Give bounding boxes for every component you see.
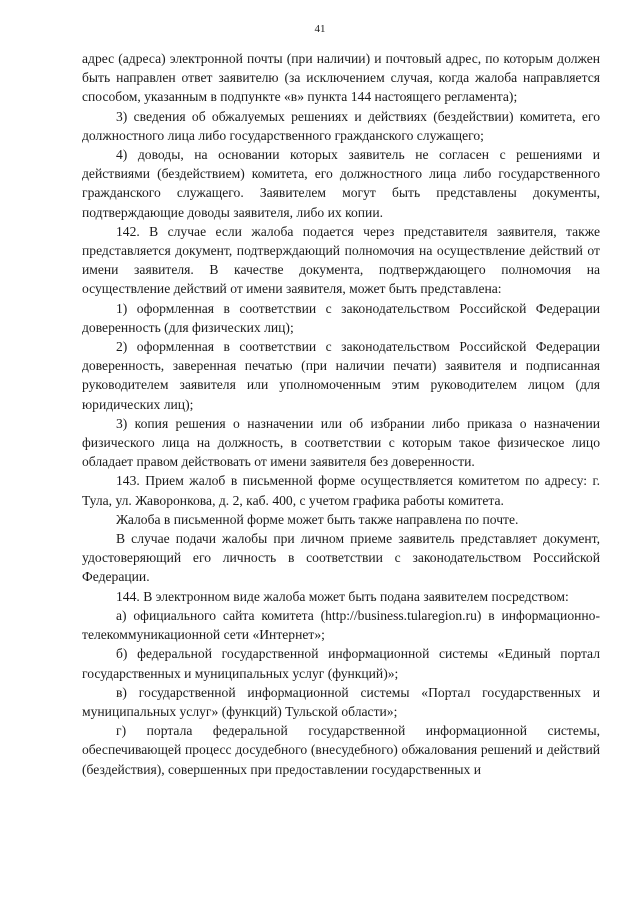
paragraph-143-mail: Жалоба в письменной форме может быть также направлена по почте. — [116, 511, 519, 527]
paragraph-143-personal: В случае подачи жалобы при личном приеме заявитель представляет документ, удостоверяющий его личность в соответствии с законодательством Российской Федерации. — [82, 531, 600, 585]
paragraph-item-4: 4) доводы, на основании которых заявитель не согласен с решениями и действиями (бездействием) комитета, его должностного лица либо государственного гражданского служащего. Заявителем могут быть представлены документы, подтверждающие доводы заявителя, либо их копии. — [82, 147, 600, 220]
paragraph-142: 142. В случае если жалоба подается через представителя заявителя, также представляется документ, подтверждающий полномочия на осуществление действий от имени заявителя. В качестве документа, подтверждающего полномочия на осуществление действий от имени заявителя, может быть представлена: — [82, 223, 600, 297]
paragraph-144-item-g: г) портала федеральной государственной информационной системы, обеспечивающей процесс досудебного (внесудебного) обжалования решений и действий (бездействия), совершенных при предоставлении государственных и — [82, 723, 600, 777]
document-body — [82, 49, 600, 779]
paragraph-144: 144. В электронном виде жалоба может быть подана заявителем посредством: — [116, 588, 569, 604]
paragraph-continuation: адрес (адреса) электронной почты (при наличии) и почтовый адрес, по которым должен быть направлен ответ заявителю (за исключением случая, когда жалоба направляется способом, указанным в подпункте «в» пункта 144 настоящего регламента); — [82, 51, 600, 105]
paragraph-142-item-3: 3) копия решения о назначении или об избрании либо приказа о назначении физического лица на должность, в соответствии с которым такое физическое лицо обладает правом действовать от имени заявителя без доверенности. — [82, 415, 600, 470]
paragraph-item-3: 3) сведения об обжалуемых решениях и действиях (бездействии) комитета, его должностного лица либо государственного гражданского служащего; — [82, 108, 600, 143]
paragraph-144-item-a: а) официального сайта комитета (http://business.tularegion.ru) в информационно-телекоммуникационной сети «Интернет»; — [82, 607, 600, 643]
paragraph-142-item-2: 2) оформленная в соответствии с законодательством Российской Федерации доверенность, заверенная печатью (при наличии печати) заявителя и подписанная руководителем заявителя или уполномоченным этим руководителем лицом (для юридических лиц); — [82, 339, 600, 412]
page-number: 41 — [314, 23, 326, 35]
paragraph-144-item-b: б) федеральной государственной информационной системы «Единый портал государственных и муниципальных услуг (функций)»; — [82, 646, 600, 681]
paragraph-143: 143. Прием жалоб в письменной форме осуществляется комитетом по адресу: г. Тула, ул. Жаворонкова, д. 2, каб. 400, с учетом графика работы комитета. — [82, 473, 600, 508]
paragraph-144-item-v: в) государственной информационной системы «Портал государственных и муниципальных услуг» (функций) Тульской области»; — [82, 684, 600, 719]
paragraph-142-item-1: 1) оформленная в соответствии с законодательством Российской Федерации доверенность (для физических лиц); — [82, 300, 600, 335]
